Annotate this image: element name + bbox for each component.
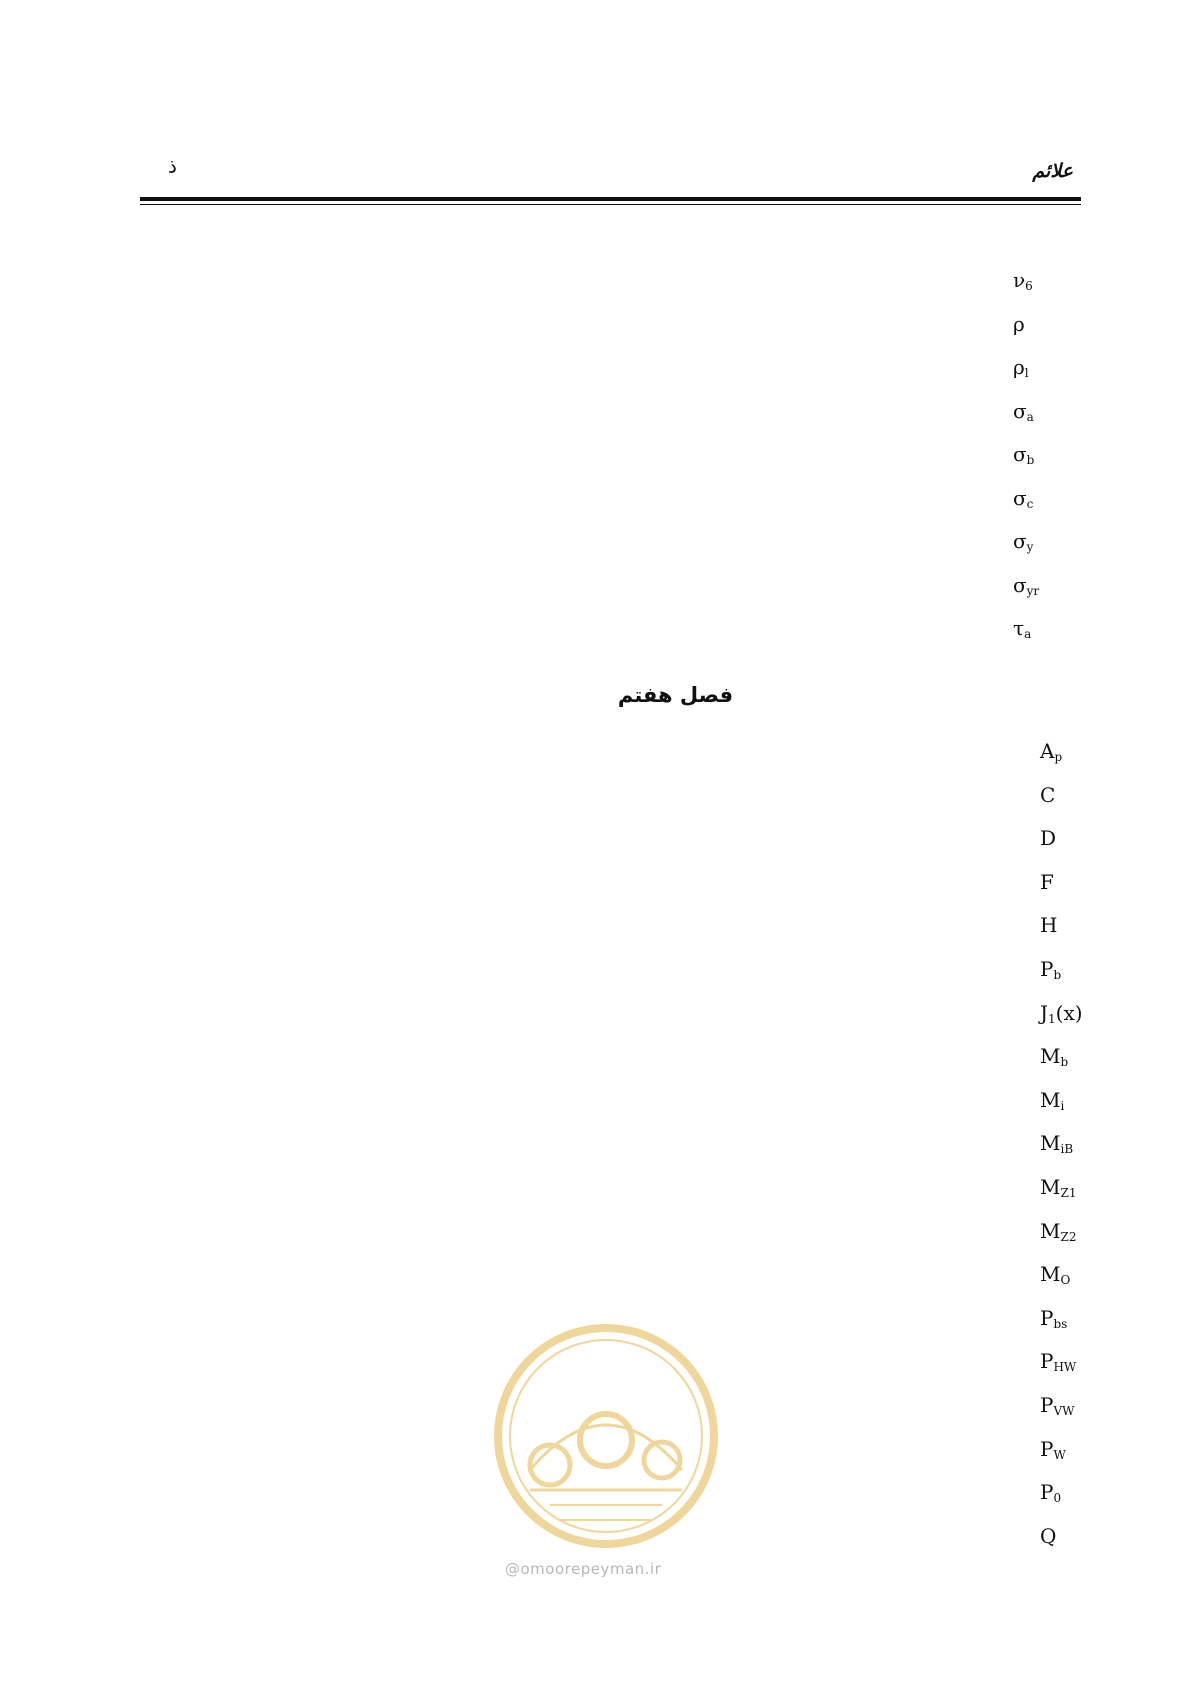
symbol: $\sigma_c$ (1013, 485, 1034, 511)
symbol: $P_{bs}$ (1040, 1305, 1068, 1331)
symbol: Q (1040, 1523, 1057, 1548)
symbol: $\sigma_y$ (1013, 529, 1034, 554)
symbol: $\tau_a$ (1013, 616, 1032, 641)
symbol: D (1040, 826, 1057, 851)
symbol: $\sigma_b$ (1013, 442, 1035, 467)
symbol: $P_{HW}$ (1040, 1349, 1077, 1375)
symbol: $P_0$ (1040, 1480, 1062, 1506)
header-rule-thick (140, 197, 1081, 201)
symbol: $J_1(x)$ (1040, 1000, 1083, 1026)
symbol: $M_b$ (1040, 1044, 1069, 1070)
symbol: $P_{VW}$ (1040, 1393, 1075, 1418)
symbol: $A_p$ (1040, 739, 1063, 764)
symbol: $\nu_6$ (1013, 268, 1033, 293)
symbol: $M_{Z2}$ (1040, 1218, 1077, 1244)
symbol: $M_{iB}$ (1040, 1131, 1074, 1157)
page-number: ذ (168, 154, 177, 178)
symbol: $P_W$ (1040, 1436, 1066, 1462)
symbol: $M_O$ (1040, 1262, 1071, 1288)
watermark-text: @omoorepeyman.ir (505, 1560, 662, 1578)
running-header-title: علائم (1032, 160, 1073, 182)
symbol: F (1040, 869, 1054, 894)
symbol: $\rho_l$ (1013, 355, 1029, 380)
symbol: $P_b$ (1040, 957, 1062, 982)
chapter-heading: فصل هفتم (617, 683, 734, 707)
header-rule-thin (140, 204, 1081, 205)
symbol: C (1040, 782, 1056, 807)
symbol: $M_{Z1}$ (1040, 1175, 1077, 1200)
symbol: $M_i$ (1040, 1087, 1065, 1113)
symbol: $\sigma_{yr}$ (1013, 572, 1040, 598)
symbol: H (1040, 913, 1058, 938)
symbol: ρ (1013, 311, 1025, 336)
symbol: $\sigma_a$ (1013, 398, 1034, 424)
watermark-seal-icon (490, 1320, 722, 1552)
